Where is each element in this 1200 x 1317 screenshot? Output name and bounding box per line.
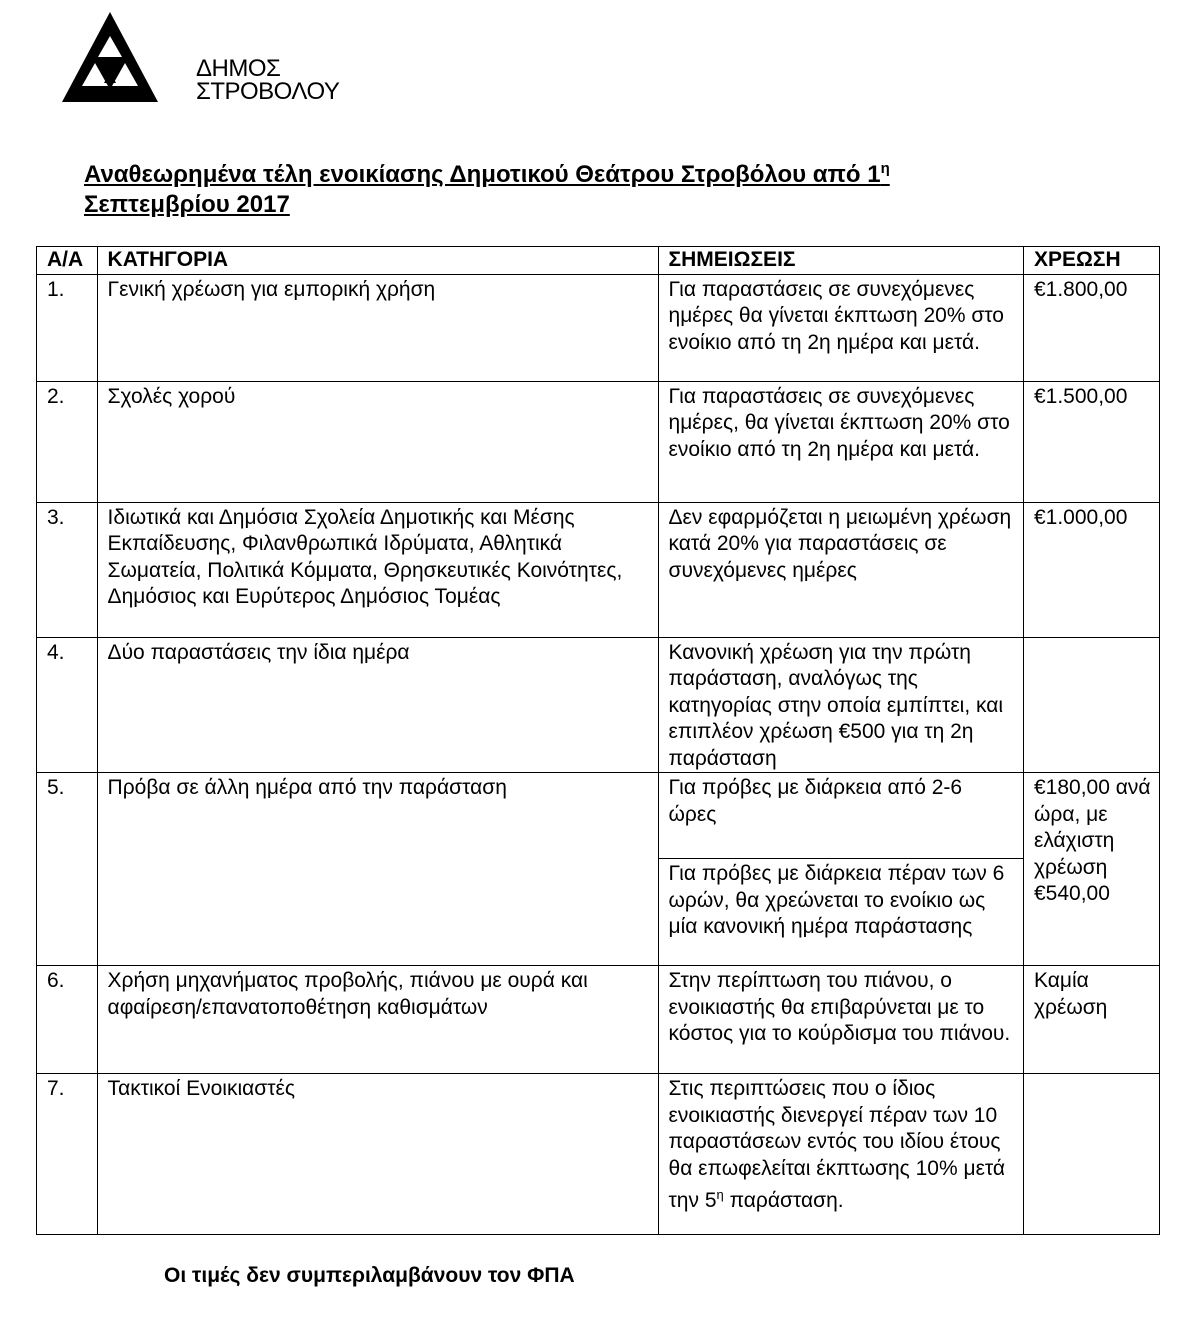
row-number: 1. xyxy=(37,274,98,381)
table-row xyxy=(37,1074,1160,1235)
logo-line-1: ΔΗΜΟΣ xyxy=(196,55,281,82)
row-fee xyxy=(1023,637,1159,773)
vat-footnote: Οι τιμές δεν συμπεριλαμβάνουν τον ΦΠΑ xyxy=(164,1264,575,1287)
row-notes-superscript: η xyxy=(716,1187,724,1202)
row-notes: Στην περίπτωση του πιάνου, ο ενοικιαστής θα επιβαρύνεται με το κόστος για το κούρδισμα του πιάνου. xyxy=(658,966,1023,1074)
table-row xyxy=(37,773,1160,966)
row-category: Χρήση μηχανήματος προβολής, πιάνου με ουρά και αφαίρεση/επανατοποθέτηση καθισμάτων xyxy=(97,966,658,1074)
row-notes-part-b: Για πρόβες με διάρκεια πέραν των 6 ωρών, θα χρεώνεται το ενοίκιο ως μία κανονική ημέρα παράστασης xyxy=(668,862,1005,938)
row-notes: Για παραστάσεις σε συνεχόμενες ημέρες, θα γίνεται έκπτωση 20% στο ενοίκιο από τη 2η ημέρα και μετά. xyxy=(658,381,1023,502)
row-fee xyxy=(1023,1074,1159,1235)
row-number: 4. xyxy=(37,637,98,773)
row-fee: Καμία χρέωση xyxy=(1023,966,1159,1074)
row-number: 7. xyxy=(37,1074,98,1235)
row-notes: Για παραστάσεις σε συνεχόμενες ημέρες θα γίνεται έκπτωση 20% στο ενοίκιο από τη 2η ημέρα και μετά. xyxy=(658,274,1023,381)
row-notes-split xyxy=(658,773,1023,966)
table-row xyxy=(37,381,1160,502)
row-category: Γενική χρέωση για εμπορική χρήση xyxy=(97,274,658,381)
title-line-2: Σεπτεμβρίου 2017 xyxy=(84,191,290,218)
table-row xyxy=(37,502,1160,637)
row-fee: €1.000,00 xyxy=(1023,502,1159,637)
row-category: Ιδιωτικά και Δημόσια Σχολεία Δημοτικής και Μέσης Εκπαίδευσης, Φιλανθρωπικά Ιδρύματα, Αθλητικά Σωματεία, Πολιτικά Κόμματα, Θρησκευτικές Κοινότητες, Δημόσιος και Ευρύτερος Δημόσιος Τομέας xyxy=(97,502,658,637)
municipality-logo xyxy=(60,10,340,110)
header-category: ΚΑΤΗΓΟΡΙΑ xyxy=(97,247,658,275)
row-fee: €1.800,00 xyxy=(1023,274,1159,381)
row-notes: Κανονική χρέωση για την πρώτη παράσταση, αναλόγως της κατηγορίας στην οποία εμπίπτει, και επιπλέον χρέωση €500 για τη 2η παράσταση xyxy=(658,637,1023,773)
row-fee: €1.500,00 xyxy=(1023,381,1159,502)
row-category: Σχολές χορού xyxy=(97,381,658,502)
header-fee: ΧΡΕΩΣΗ xyxy=(1023,247,1159,275)
fees-table xyxy=(36,246,1160,1235)
row-number: 3. xyxy=(37,502,98,637)
title-text: Αναθεωρημένα τέλη ενοικίασης Δημοτικού Θεάτρου Στροβόλου από 1 xyxy=(84,161,881,188)
table-header-row xyxy=(37,247,1160,275)
header-notes: ΣΗΜΕΙΩΣΕΙΣ xyxy=(658,247,1023,275)
row-notes: Δεν εφαρμόζεται η μειωμένη χρέωση κατά 20% για παραστάσεις σε συνεχόμενες ημέρες xyxy=(658,502,1023,637)
row-category: Τακτικοί Ενοικιαστές xyxy=(97,1074,658,1235)
row-notes xyxy=(658,1074,1023,1235)
header-aa: Α/Α xyxy=(37,247,98,275)
title-superscript: η xyxy=(880,160,890,177)
row-notes-part-a: Για πρόβες με διάρκεια από 2-6 ώρες xyxy=(659,773,1023,859)
row-category: Δύο παραστάσεις την ίδια ημέρα xyxy=(97,637,658,773)
row-notes-text: Στις περιπτώσεις που ο ίδιος ενοικιαστής διενεργεί πέραν των 10 παραστάσεων εντός του ιδίου έτους θα επωφελείται έκπτωσης 10% μετά την 5 xyxy=(668,1077,1006,1212)
table-row xyxy=(37,637,1160,773)
row-notes-end: παράσταση. xyxy=(723,1189,844,1212)
row-fee: €180,00 ανά ώρα, με ελάχιστη χρέωση €540,00 xyxy=(1023,773,1159,966)
table-row xyxy=(37,966,1160,1074)
row-category: Πρόβα σε άλλη ημέρα από την παράσταση xyxy=(97,773,658,966)
row-number: 6. xyxy=(37,966,98,1074)
table-row xyxy=(37,274,1160,381)
row-number: 5. xyxy=(37,773,98,966)
logo-line-2: ΣΤΡΟΒΟΛΟΥ xyxy=(196,78,340,105)
row-number: 2. xyxy=(37,381,98,502)
document-title xyxy=(84,154,1146,220)
